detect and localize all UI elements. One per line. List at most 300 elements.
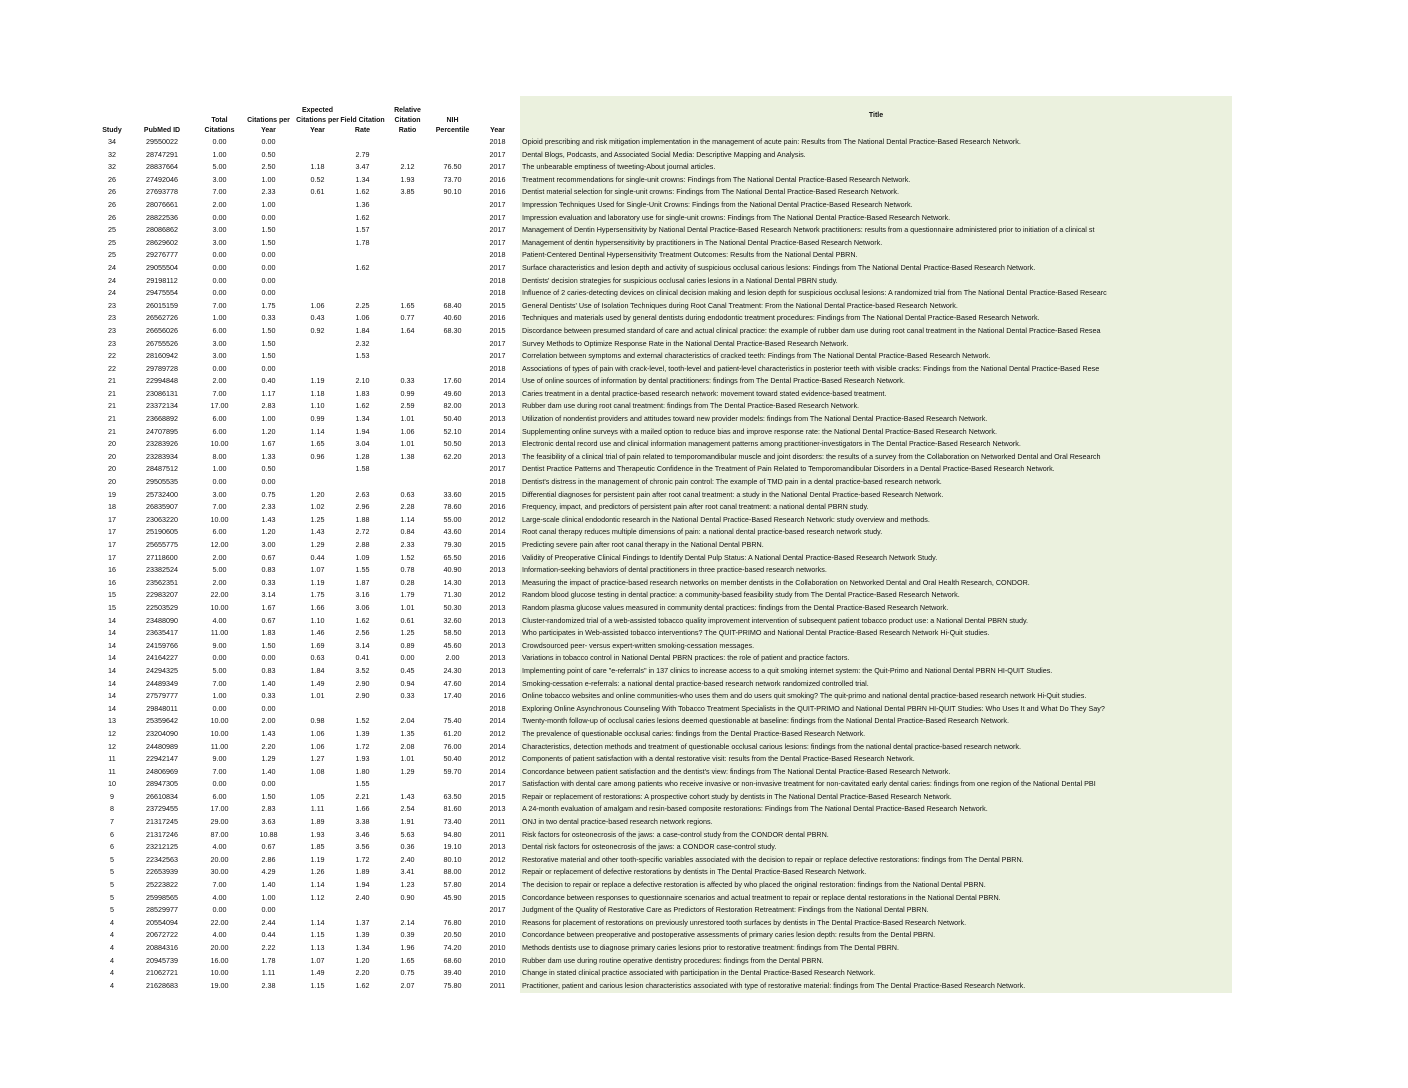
cell-pubmed-id: 29505535 — [146, 477, 178, 487]
cell-pubmed-id: 29848011 — [146, 703, 178, 713]
table-row — [97, 904, 1232, 917]
cell-field-citation-rate: 1.39 — [355, 728, 370, 738]
cell-field-citation-rate — [340, 249, 385, 262]
cell-nih-percentile: 82.00 — [443, 401, 462, 411]
cell-relative-citation-ratio — [385, 463, 430, 476]
cell-expected-citations: 1.49 — [310, 968, 325, 978]
table-row — [97, 262, 1232, 275]
cell-title: Utilization of nondentist providers and attitudes toward new provider models: findings from The National Dental Practice-Based Research Network. — [522, 414, 988, 424]
cell-relative-citation-ratio: 0.77 — [400, 313, 415, 323]
cell-total-citations: 0.00 — [212, 779, 227, 789]
cell-total-citations: 6.00 — [212, 414, 227, 424]
cell-study: 5 — [110, 892, 114, 902]
cell-expected-citations: 1.14 — [310, 917, 325, 927]
cell-nih-percentile: 17.40 — [443, 691, 462, 701]
cell-title: The prevalence of questionable occlusal caries: findings from the Dental Practice-Based Research Network. — [522, 728, 866, 738]
cell-relative-citation-ratio: 1.35 — [400, 728, 415, 738]
cell-field-citation-rate: 2.20 — [355, 968, 370, 978]
header-total-citations: Total Citations — [204, 117, 235, 134]
cell-title: Repair or replacement of restorations: A prospective cohort study by dentists in The National Dental Practice-Based Research Network. — [522, 791, 952, 801]
cell-field-citation-rate: 1.80 — [355, 766, 370, 776]
cell-pubmed-id: 20672722 — [146, 930, 178, 940]
cell-field-citation-rate — [340, 363, 385, 376]
cell-citations-per-year: 1.67 — [261, 439, 276, 449]
cell-study: 22 — [108, 351, 116, 361]
cell-pubmed-id: 28487512 — [146, 464, 178, 474]
cell-relative-citation-ratio: 2.59 — [400, 401, 415, 411]
cell-study: 12 — [108, 728, 116, 738]
cell-title: Opioid prescribing and risk mitigation implementation in the management of acute pain: Results from The National Dental Practice-Based Research Network. — [522, 137, 1021, 146]
cell-title: Restorative material and other tooth-specific variables associated with the decision to repair or replace defective restorations: findings from The Dental PBRN. — [522, 854, 1024, 864]
cell-pubmed-id: 21062721 — [146, 968, 178, 978]
cell-relative-citation-ratio: 1.65 — [400, 955, 415, 965]
cell-year: 2013 — [489, 653, 506, 663]
cell-expected-citations — [295, 703, 340, 716]
cell-field-citation-rate: 1.34 — [355, 943, 370, 952]
cell-year: 2016 — [489, 502, 506, 512]
cell-nih-percentile — [430, 275, 475, 288]
cell-year: 2014 — [489, 880, 506, 890]
cell-year: 2012 — [489, 590, 506, 600]
cell-study: 16 — [108, 565, 116, 575]
cell-citations-per-year: 0.00 — [261, 363, 276, 373]
table-row — [97, 413, 1232, 426]
table-row — [97, 275, 1232, 288]
cell-study: 21 — [108, 401, 116, 411]
cell-nih-percentile: 55.00 — [443, 514, 462, 524]
cell-total-citations: 0.00 — [212, 477, 227, 487]
cell-year: 2013 — [489, 665, 506, 675]
cell-field-citation-rate: 1.52 — [355, 716, 370, 726]
cell-relative-citation-ratio: 0.33 — [400, 376, 415, 386]
cell-title: Management of dentin hypersensitivity by practitioners in The National Dental Practice-Based Research Network. — [522, 237, 883, 247]
cell-field-citation-rate: 1.84 — [355, 325, 370, 335]
cell-pubmed-id: 27579777 — [146, 691, 178, 701]
cell-field-citation-rate: 1.88 — [355, 514, 370, 524]
cell-year: 2017 — [489, 149, 506, 159]
cell-nih-percentile: 14.30 — [443, 577, 462, 587]
cell-total-citations: 1.00 — [212, 464, 227, 474]
table-row — [97, 539, 1232, 552]
cell-pubmed-id: 22342563 — [146, 854, 178, 864]
cell-citations-per-year: 0.50 — [261, 464, 276, 474]
cell-total-citations: 11.00 — [210, 628, 229, 638]
cell-field-citation-rate: 1.93 — [355, 754, 370, 764]
cell-total-citations: 4.00 — [212, 842, 227, 852]
cell-title: Large-scale clinical endodontic research in the National Dental Practice-Based Research Network: study overview and methods. — [522, 514, 930, 524]
cell-expected-citations — [295, 350, 340, 363]
cell-citations-per-year: 1.50 — [261, 791, 276, 801]
cell-title: Frequency, impact, and predictors of persistent pain after root canal treatment: a national dental PBRN study. — [522, 502, 869, 512]
cell-study: 23 — [108, 300, 116, 310]
cell-citations-per-year: 1.50 — [261, 640, 276, 650]
cell-citations-per-year: 0.00 — [261, 779, 276, 789]
cell-field-citation-rate: 3.14 — [355, 640, 370, 650]
cell-citations-per-year: 0.44 — [261, 930, 276, 940]
cell-year: 2015 — [489, 791, 506, 801]
table-row — [97, 678, 1232, 691]
cell-citations-per-year: 2.22 — [261, 943, 276, 952]
cell-relative-citation-ratio: 1.65 — [400, 300, 415, 310]
cell-title: Satisfaction with dental care among patients who receive invasive or non-invasive treatment for non-cavitated early dental caries: findings from one region of the National Dental PBI — [522, 779, 1096, 789]
cell-relative-citation-ratio: 0.61 — [400, 615, 415, 625]
cell-total-citations: 7.00 — [212, 880, 227, 890]
cell-study: 24 — [108, 262, 116, 272]
cell-total-citations: 3.00 — [212, 489, 227, 499]
cell-relative-citation-ratio: 0.45 — [400, 665, 415, 675]
cell-year: 2012 — [489, 728, 506, 738]
cell-relative-citation-ratio: 1.91 — [400, 817, 415, 827]
cell-relative-citation-ratio: 1.29 — [400, 766, 415, 776]
cell-relative-citation-ratio — [385, 778, 430, 791]
table-row — [97, 791, 1232, 804]
cell-field-citation-rate: 1.57 — [355, 225, 370, 235]
cell-study: 21 — [108, 426, 116, 436]
cell-expected-citations: 1.06 — [310, 741, 325, 751]
cell-year: 2018 — [489, 363, 506, 373]
cell-nih-percentile: 50.40 — [443, 414, 462, 424]
cell-expected-citations: 1.84 — [310, 665, 325, 675]
table-row — [97, 350, 1232, 363]
table-row — [97, 451, 1232, 464]
table-row — [97, 338, 1232, 351]
cell-expected-citations — [295, 338, 340, 351]
cell-title: The unbearable emptiness of tweeting-About journal articles. — [522, 162, 716, 172]
cell-pubmed-id: 23488090 — [146, 615, 178, 625]
cell-nih-percentile — [430, 476, 475, 489]
cell-pubmed-id: 23635417 — [146, 628, 178, 638]
cell-expected-citations: 1.85 — [310, 842, 325, 852]
cell-study: 9 — [110, 791, 114, 801]
cell-relative-citation-ratio — [385, 703, 430, 716]
cell-title: Random plasma glucose values measured in community dental practices: findings from the Dental Practice-Based Research Network. — [522, 602, 949, 612]
cell-field-citation-rate: 2.10 — [355, 376, 370, 386]
cell-pubmed-id: 29475554 — [146, 288, 178, 298]
cell-title: Impression evaluation and laboratory use for single-unit crowns: Findings from The National Dental Practice-Based Research Network. — [522, 212, 951, 222]
cell-expected-citations: 1.18 — [310, 388, 325, 398]
cell-year: 2011 — [489, 980, 506, 990]
cell-nih-percentile — [430, 287, 475, 300]
cell-nih-percentile: 94.80 — [443, 829, 462, 839]
cell-title: Information-seeking behaviors of dental practitioners in three practice-based research networks. — [522, 565, 827, 575]
cell-citations-per-year: 2.50 — [261, 162, 276, 172]
cell-year: 2013 — [489, 628, 506, 638]
cell-expected-citations: 1.75 — [310, 590, 325, 600]
cell-study: 4 — [110, 930, 114, 940]
cell-citations-per-year: 2.20 — [261, 741, 276, 751]
header-relative-citation-ratio: Relative Citation Ratio — [394, 107, 421, 134]
table-row — [97, 640, 1232, 653]
cell-total-citations: 19.00 — [210, 980, 229, 990]
cell-expected-citations: 1.01 — [310, 691, 325, 701]
cell-field-citation-rate — [340, 136, 385, 149]
cell-title: Supplementing online surveys with a mailed option to reduce bias and improve response rate: the National Dental Practice-Based Research Network. — [522, 426, 998, 436]
cell-pubmed-id: 21317245 — [146, 817, 178, 827]
cell-study: 11 — [108, 766, 116, 776]
cell-relative-citation-ratio: 0.63 — [400, 489, 415, 499]
table-row — [97, 325, 1232, 338]
cell-nih-percentile: 75.80 — [443, 980, 462, 990]
cell-expected-citations: 1.07 — [310, 955, 325, 965]
cell-pubmed-id: 24480989 — [146, 741, 178, 751]
cell-study: 6 — [110, 842, 114, 852]
cell-pubmed-id: 23063220 — [146, 514, 178, 524]
cell-pubmed-id: 27118600 — [146, 552, 178, 562]
table-row — [97, 577, 1232, 590]
cell-title: Dental risk factors for osteonecrosis of the jaws: a CONDOR case-control study. — [522, 842, 777, 852]
cell-field-citation-rate: 1.87 — [355, 577, 370, 587]
cell-relative-citation-ratio: 2.14 — [400, 917, 415, 927]
cell-total-citations: 10.00 — [210, 602, 229, 612]
cell-citations-per-year: 1.40 — [261, 880, 276, 890]
table-row — [97, 967, 1232, 980]
cell-expected-citations — [295, 136, 340, 149]
cell-field-citation-rate: 3.47 — [355, 162, 370, 172]
cell-year: 2015 — [489, 325, 506, 335]
cell-nih-percentile: 76.00 — [443, 741, 462, 751]
cell-study: 14 — [108, 691, 116, 701]
cell-year: 2018 — [489, 250, 506, 260]
cell-relative-citation-ratio: 1.01 — [400, 602, 415, 612]
cell-nih-percentile — [430, 904, 475, 917]
cell-pubmed-id: 28629602 — [146, 237, 178, 247]
cell-relative-citation-ratio — [385, 476, 430, 489]
table-row — [97, 741, 1232, 754]
cell-citations-per-year: 1.50 — [261, 351, 276, 361]
cell-nih-percentile — [430, 778, 475, 791]
cell-field-citation-rate: 1.55 — [355, 779, 370, 789]
cell-total-citations: 29.00 — [210, 817, 229, 827]
cell-relative-citation-ratio: 1.93 — [400, 174, 415, 184]
cell-total-citations: 10.00 — [210, 439, 229, 449]
cell-field-citation-rate: 2.90 — [355, 678, 370, 688]
cell-title: Crowdsourced peer- versus expert-written smoking-cessation messages. — [522, 640, 755, 650]
cell-year: 2011 — [489, 817, 506, 827]
cell-field-citation-rate — [340, 275, 385, 288]
cell-expected-citations: 1.19 — [310, 577, 325, 587]
cell-relative-citation-ratio: 2.54 — [400, 804, 415, 814]
cell-year: 2013 — [489, 640, 506, 650]
cell-total-citations: 1.00 — [212, 149, 227, 159]
cell-title: Survey Methods to Optimize Response Rate in the National Dental Practice-Based Research Network. — [522, 338, 849, 348]
cell-expected-citations: 1.18 — [310, 162, 325, 172]
cell-citations-per-year: 1.78 — [261, 955, 276, 965]
cell-study: 14 — [108, 640, 116, 650]
cell-expected-citations: 1.12 — [310, 892, 325, 902]
cell-year: 2018 — [489, 288, 506, 298]
cell-nih-percentile: 76.50 — [443, 162, 462, 172]
cell-title: Impression Techniques Used for Single-Unit Crowns: Findings from the National Dental Practice-Based Research Network. — [522, 199, 913, 209]
table-body — [97, 136, 1232, 992]
cell-study: 18 — [108, 502, 116, 512]
cell-nih-percentile: 62.20 — [443, 451, 462, 461]
cell-total-citations: 2.00 — [212, 577, 227, 587]
cell-relative-citation-ratio — [385, 249, 430, 262]
cell-relative-citation-ratio: 0.99 — [400, 388, 415, 398]
cell-citations-per-year: 0.00 — [261, 653, 276, 663]
cell-expected-citations: 1.05 — [310, 791, 325, 801]
cell-year: 2013 — [489, 842, 506, 852]
cell-citations-per-year: 0.83 — [261, 565, 276, 575]
cell-title: Discordance between presumed standard of care and actual clinical practice: the example of rubber dam use during root canal treatment in the National Dental Practice-Based Resea — [522, 325, 1101, 335]
cell-nih-percentile: 40.90 — [443, 565, 462, 575]
cell-citations-per-year: 1.00 — [261, 199, 276, 209]
cell-relative-citation-ratio: 0.33 — [400, 691, 415, 701]
cell-total-citations: 12.00 — [210, 540, 229, 549]
cell-field-citation-rate: 2.21 — [355, 791, 370, 801]
cell-total-citations: 2.00 — [212, 199, 227, 209]
cell-expected-citations — [295, 237, 340, 250]
cell-citations-per-year: 0.00 — [261, 250, 276, 260]
cell-field-citation-rate: 2.32 — [355, 338, 370, 348]
cell-year: 2017 — [489, 351, 506, 361]
cell-pubmed-id: 24294325 — [146, 665, 178, 675]
cell-title: Risk factors for osteonecrosis of the jaws: a case-control study from the CONDOR dental PBRN. — [522, 829, 829, 839]
table-row — [97, 615, 1232, 628]
cell-pubmed-id: 26656026 — [146, 325, 178, 335]
cell-year: 2010 — [489, 955, 506, 965]
cell-title: Twenty-month follow-up of occlusal caries lesions deemed questionable at baseline: findings from the National Dental Practice-Based Research Network. — [522, 716, 1010, 726]
cell-year: 2014 — [489, 426, 506, 436]
cell-title: Concordance between preoperative and postoperative assessments of primary caries lesion depth: results from the Dental PBRN. — [522, 930, 936, 940]
cell-title: Use of online sources of information by dental practitioners: findings from The Dental Practice-Based Research Network. — [522, 376, 905, 386]
cell-relative-citation-ratio — [385, 363, 430, 376]
cell-field-citation-rate: 1.62 — [355, 262, 370, 272]
cell-nih-percentile: 45.90 — [443, 892, 462, 902]
header-field-citation-rate: Field Citation Rate — [340, 117, 385, 134]
cell-field-citation-rate — [340, 287, 385, 300]
cell-expected-citations: 1.27 — [310, 754, 325, 764]
table-row — [97, 489, 1232, 502]
cell-pubmed-id: 28086862 — [146, 225, 178, 235]
cell-total-citations: 20.00 — [210, 943, 229, 952]
cell-year: 2017 — [489, 212, 506, 222]
cell-year: 2016 — [489, 187, 506, 197]
cell-pubmed-id: 28822536 — [146, 212, 178, 222]
cell-expected-citations — [295, 199, 340, 212]
cell-field-citation-rate: 1.55 — [355, 565, 370, 575]
cell-title: Management of Dentin Hypersensitivity by National Dental Practice-Based Research Network practitioners: results from a questionnaire administered prior to initiation of a clinical st — [522, 225, 1095, 235]
cell-total-citations: 7.00 — [212, 502, 227, 512]
cell-year: 2014 — [489, 678, 506, 688]
cell-field-citation-rate: 1.94 — [355, 880, 370, 890]
cell-nih-percentile — [430, 212, 475, 225]
cell-citations-per-year: 0.67 — [261, 615, 276, 625]
cell-relative-citation-ratio: 0.39 — [400, 930, 415, 940]
cell-pubmed-id: 24164227 — [146, 653, 178, 663]
cell-expected-citations: 1.06 — [310, 728, 325, 738]
cell-expected-citations: 1.65 — [310, 439, 325, 449]
cell-relative-citation-ratio: 1.06 — [400, 426, 415, 436]
cell-year: 2013 — [489, 615, 506, 625]
cell-field-citation-rate: 1.62 — [355, 980, 370, 990]
cell-nih-percentile — [430, 262, 475, 275]
cell-relative-citation-ratio: 0.84 — [400, 527, 415, 537]
cell-pubmed-id: 23086131 — [146, 388, 178, 398]
cell-expected-citations — [295, 363, 340, 376]
cell-citations-per-year: 0.00 — [261, 905, 276, 915]
cell-study: 5 — [110, 880, 114, 890]
cell-study: 26 — [108, 212, 116, 222]
table-row — [97, 161, 1232, 174]
cell-citations-per-year: 2.44 — [261, 917, 276, 927]
cell-title: Characteristics, detection methods and treatment of questionable occlusal carious lesions: findings from the national dental practice-based research network. — [522, 741, 1022, 751]
cell-nih-percentile: 65.50 — [443, 552, 462, 562]
cell-field-citation-rate: 1.72 — [355, 854, 370, 864]
table-row — [97, 665, 1232, 678]
cell-title: Judgment of the Quality of Restorative Care as Predictors of Restoration Retreatment: Findings from the National Dental PBRN. — [522, 905, 929, 915]
cell-nih-percentile: 43.60 — [443, 527, 462, 537]
cell-total-citations: 7.00 — [212, 187, 227, 197]
cell-total-citations: 5.00 — [212, 565, 227, 575]
cell-study: 24 — [108, 275, 116, 285]
cell-title: Treatment recommendations for single-unit crowns: Findings from The National Dental Practice-Based Research Network. — [522, 174, 911, 184]
header-row — [97, 96, 1232, 136]
cell-field-citation-rate: 3.06 — [355, 602, 370, 612]
cell-year: 2017 — [489, 338, 506, 348]
cell-pubmed-id: 26015159 — [146, 300, 178, 310]
cell-relative-citation-ratio: 1.38 — [400, 451, 415, 461]
cell-relative-citation-ratio — [385, 338, 430, 351]
cell-field-citation-rate: 1.78 — [355, 237, 370, 247]
cell-nih-percentile — [430, 224, 475, 237]
cell-year: 2017 — [489, 779, 506, 789]
cell-field-citation-rate: 1.53 — [355, 351, 370, 361]
cell-year: 2017 — [489, 262, 506, 272]
table-row — [97, 728, 1232, 741]
cell-study: 13 — [108, 716, 116, 726]
cell-year: 2013 — [489, 388, 506, 398]
cell-year: 2013 — [489, 451, 506, 461]
cell-study: 7 — [110, 817, 114, 827]
cell-citations-per-year: 0.75 — [261, 489, 276, 499]
cell-field-citation-rate: 2.90 — [355, 691, 370, 701]
cell-nih-percentile: 39.40 — [443, 968, 462, 978]
cell-expected-citations: 1.10 — [310, 401, 325, 411]
cell-relative-citation-ratio: 1.23 — [400, 880, 415, 890]
cell-nih-percentile: 79.30 — [443, 540, 462, 549]
cell-study: 14 — [108, 615, 116, 625]
cell-relative-citation-ratio: 0.00 — [400, 653, 415, 663]
cell-total-citations: 7.00 — [212, 766, 227, 776]
cell-field-citation-rate: 1.62 — [355, 615, 370, 625]
cell-study: 23 — [108, 338, 116, 348]
cell-total-citations: 10.00 — [210, 728, 229, 738]
cell-citations-per-year: 0.83 — [261, 665, 276, 675]
cell-total-citations: 9.00 — [212, 754, 227, 764]
cell-year: 2010 — [489, 917, 506, 927]
cell-nih-percentile — [430, 350, 475, 363]
cell-field-citation-rate: 2.25 — [355, 300, 370, 310]
cell-year: 2013 — [489, 401, 506, 411]
cell-relative-citation-ratio: 1.52 — [400, 552, 415, 562]
cell-pubmed-id: 26610834 — [146, 791, 178, 801]
cell-citations-per-year: 0.00 — [261, 703, 276, 713]
cell-year: 2016 — [489, 174, 506, 184]
cell-title: Cluster-randomized trial of a web-assisted tobacco quality improvement intervention of subsequent patient tobacco product use: a National Dental PBRN study. — [522, 615, 1029, 625]
table-row — [97, 199, 1232, 212]
cell-study: 32 — [108, 162, 116, 172]
cell-year: 2010 — [489, 930, 506, 940]
cell-study: 20 — [108, 451, 116, 461]
cell-citations-per-year: 3.14 — [261, 590, 276, 600]
cell-title: Validity of Preoperative Clinical Findings to Identify Dental Pulp Status: A National Dental Practice-Based Research Network Study. — [522, 552, 938, 562]
cell-title: Dentist Practice Patterns and Therapeutic Confidence in the Treatment of Pain Related to Temporomandibular Disorders in a Dental Practice-Based Research Network. — [522, 464, 1055, 474]
cell-pubmed-id: 28947305 — [146, 779, 178, 789]
cell-expected-citations — [295, 149, 340, 162]
table-row — [97, 917, 1232, 930]
cell-nih-percentile: 68.40 — [443, 300, 462, 310]
